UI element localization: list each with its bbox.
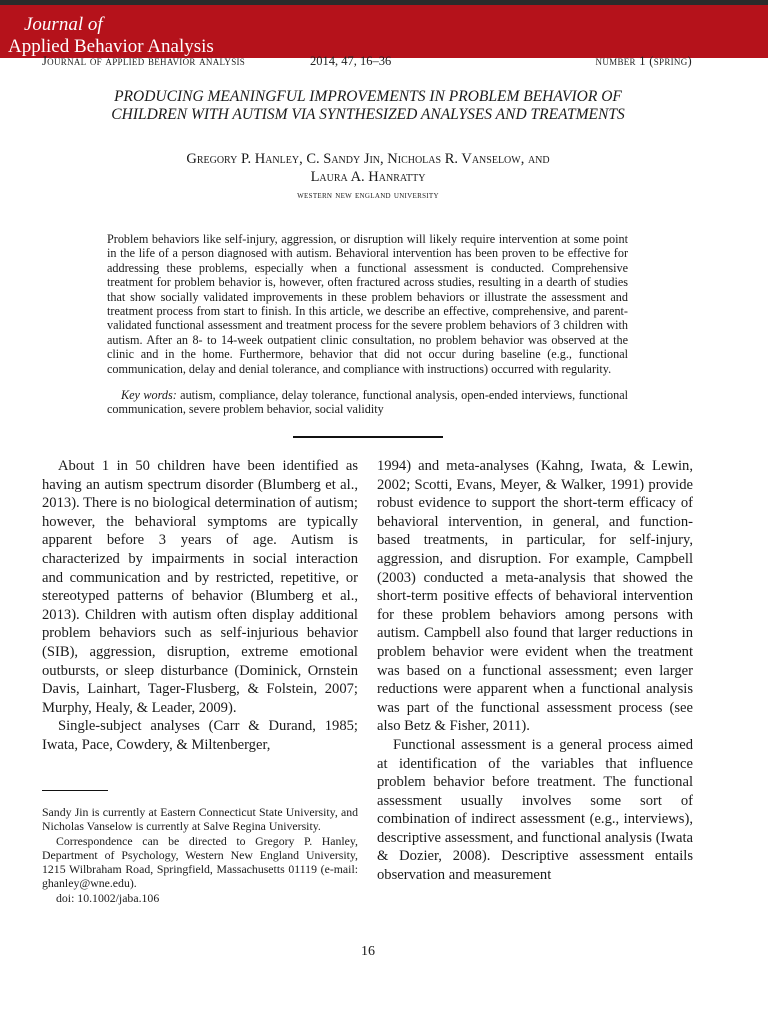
author-affiliation: western new england university bbox=[297, 190, 439, 201]
footnotes bbox=[42, 805, 358, 905]
footnote-divider bbox=[42, 790, 108, 791]
article-authors bbox=[96, 150, 640, 186]
footnote-correspondence: Correspondence can be directed to Gregory P. Hanley, Department of Psychology, Western New England University, 1215 Wilbraham Road, Springfield, Massachusetts 01119 (e-mail: ghanley@wne.edu). bbox=[42, 833, 358, 891]
journal-logo-line1: Journal of bbox=[24, 14, 103, 35]
footnote-doi: doi: 10.1002/jaba.106 bbox=[56, 890, 160, 905]
body-column-right bbox=[377, 457, 693, 885]
journal-banner bbox=[0, 5, 768, 58]
keywords-list: autism, compliance, delay tolerance, functional analysis, open-ended interviews, functional communication, severe problem behavior, social validity bbox=[107, 388, 629, 417]
abstract: Problem behaviors like self-injury, aggression, or disruption will likely require intervention at some point in the life of a person diagnosed with autism. Behavioral intervention has been proven to be effective for addressing these problems, especially when a functional assessment is conducted. Comprehensive treatment for problem behavior is, however, often fractured across studies, resulting in a dearth of studies that show socially validated improvements in these problem behaviors or illustrate the assessment and treatment process from start to finish. In this article, we describe an effective, comprehensive, and parent-validated functional assessment and treatment process for the severe problem behaviors of 3 children with autism. After an 8- to 14-week outpatient clinic consultation, no problem behavior was observed at the clinic and in the home. Furthermore, behavior that did not occur during baseline (e.g., functional communication, delay and denial tolerance, and compliance with instructions) occurred with regularity. bbox=[107, 232, 628, 376]
page-number: 16 bbox=[361, 944, 375, 959]
keywords-label: Key words: bbox=[121, 388, 177, 402]
running-header-number: number 1 (spring) bbox=[595, 54, 692, 68]
body-paragraph: Single-subject analyses (Carr & Durand, 1985; Iwata, Pace, Cowdery, & Miltenberger, bbox=[42, 718, 358, 753]
keywords bbox=[107, 388, 628, 417]
section-divider bbox=[293, 436, 443, 438]
authors-line-2: Laura A. Hanratty bbox=[310, 169, 426, 185]
body-column-left bbox=[42, 457, 358, 755]
footnote-affiliation-change: Sandy Jin is currently at Eastern Connecticut State University, and Nicholas Vanselow is currently at Salve Regina University. bbox=[42, 805, 358, 834]
running-header-journal: Journal of applied behavior analysis bbox=[42, 54, 246, 68]
authors-line-1: Gregory P. Hanley, C. Sandy Jin, Nicholas R. Vanselow, and bbox=[186, 151, 550, 167]
journal-logo-line2: Applied Behavior Analysis bbox=[8, 36, 214, 57]
body-paragraph: About 1 in 50 children have been identified as having an autism spectrum disorder (Blumberg et al., 2013). There is no biological determination of autism; however, the behavioral symptoms are typically apparent before 3 years of age. Autism is characterized by impairments in social interaction and communication and by restricted, repetitive, or stereotyped patterns of behavior (Blumberg et al., 2013). Children with autism often display additional problem behaviors such as self-injurious behavior (SIB), aggression, disruption, extreme emotional outbursts, or sleep disturbance (Dominick, Ornstein Davis, Lainhart, Tager-Flusberg, & Folstein, 2007; Murphy, Healy, & Leader, 2009). bbox=[42, 458, 358, 716]
article-title: PRODUCING MEANINGFUL IMPROVEMENTS IN PROBLEM BEHAVIOR OF CHILDREN WITH AUTISM VIA SYNTHESIZED ANALYSES AND TREATMENTS bbox=[111, 88, 625, 123]
body-paragraph: Functional assessment is a general process aimed at identification of the variables that influence problem behavior before treatment. The functional assessment usually involves some sort of combination of indirect assessment (e.g., interviews), descriptive assessment, and functional analysis (Iwata & Dozier, 2008). Descriptive assessment entails observation and measurement bbox=[377, 736, 693, 884]
body-paragraph: 1994) and meta-analyses (Kahng, Iwata, & Lewin, 2002; Scotti, Evans, Meyer, & Walker, 1991) provide robust evidence to support the short-term efficacy of behavioral intervention, in general, and function-based treatments, in particular, for self-injury, aggression, and disruption. For example, Campbell (2003) conducted a meta-analysis that showed the short-term positive effects of behavioral intervention for these problem behaviors among persons with autism. Campbell also found that larger reductions in problem behavior were evident when the treatment was based on a functional assessment; even larger reductions were apparent when a functional analysis was part of the functional assessment process (see also Betz & Fisher, 2011). bbox=[377, 458, 693, 735]
running-header-issue: 2014, 47, 16–36 bbox=[310, 54, 392, 68]
